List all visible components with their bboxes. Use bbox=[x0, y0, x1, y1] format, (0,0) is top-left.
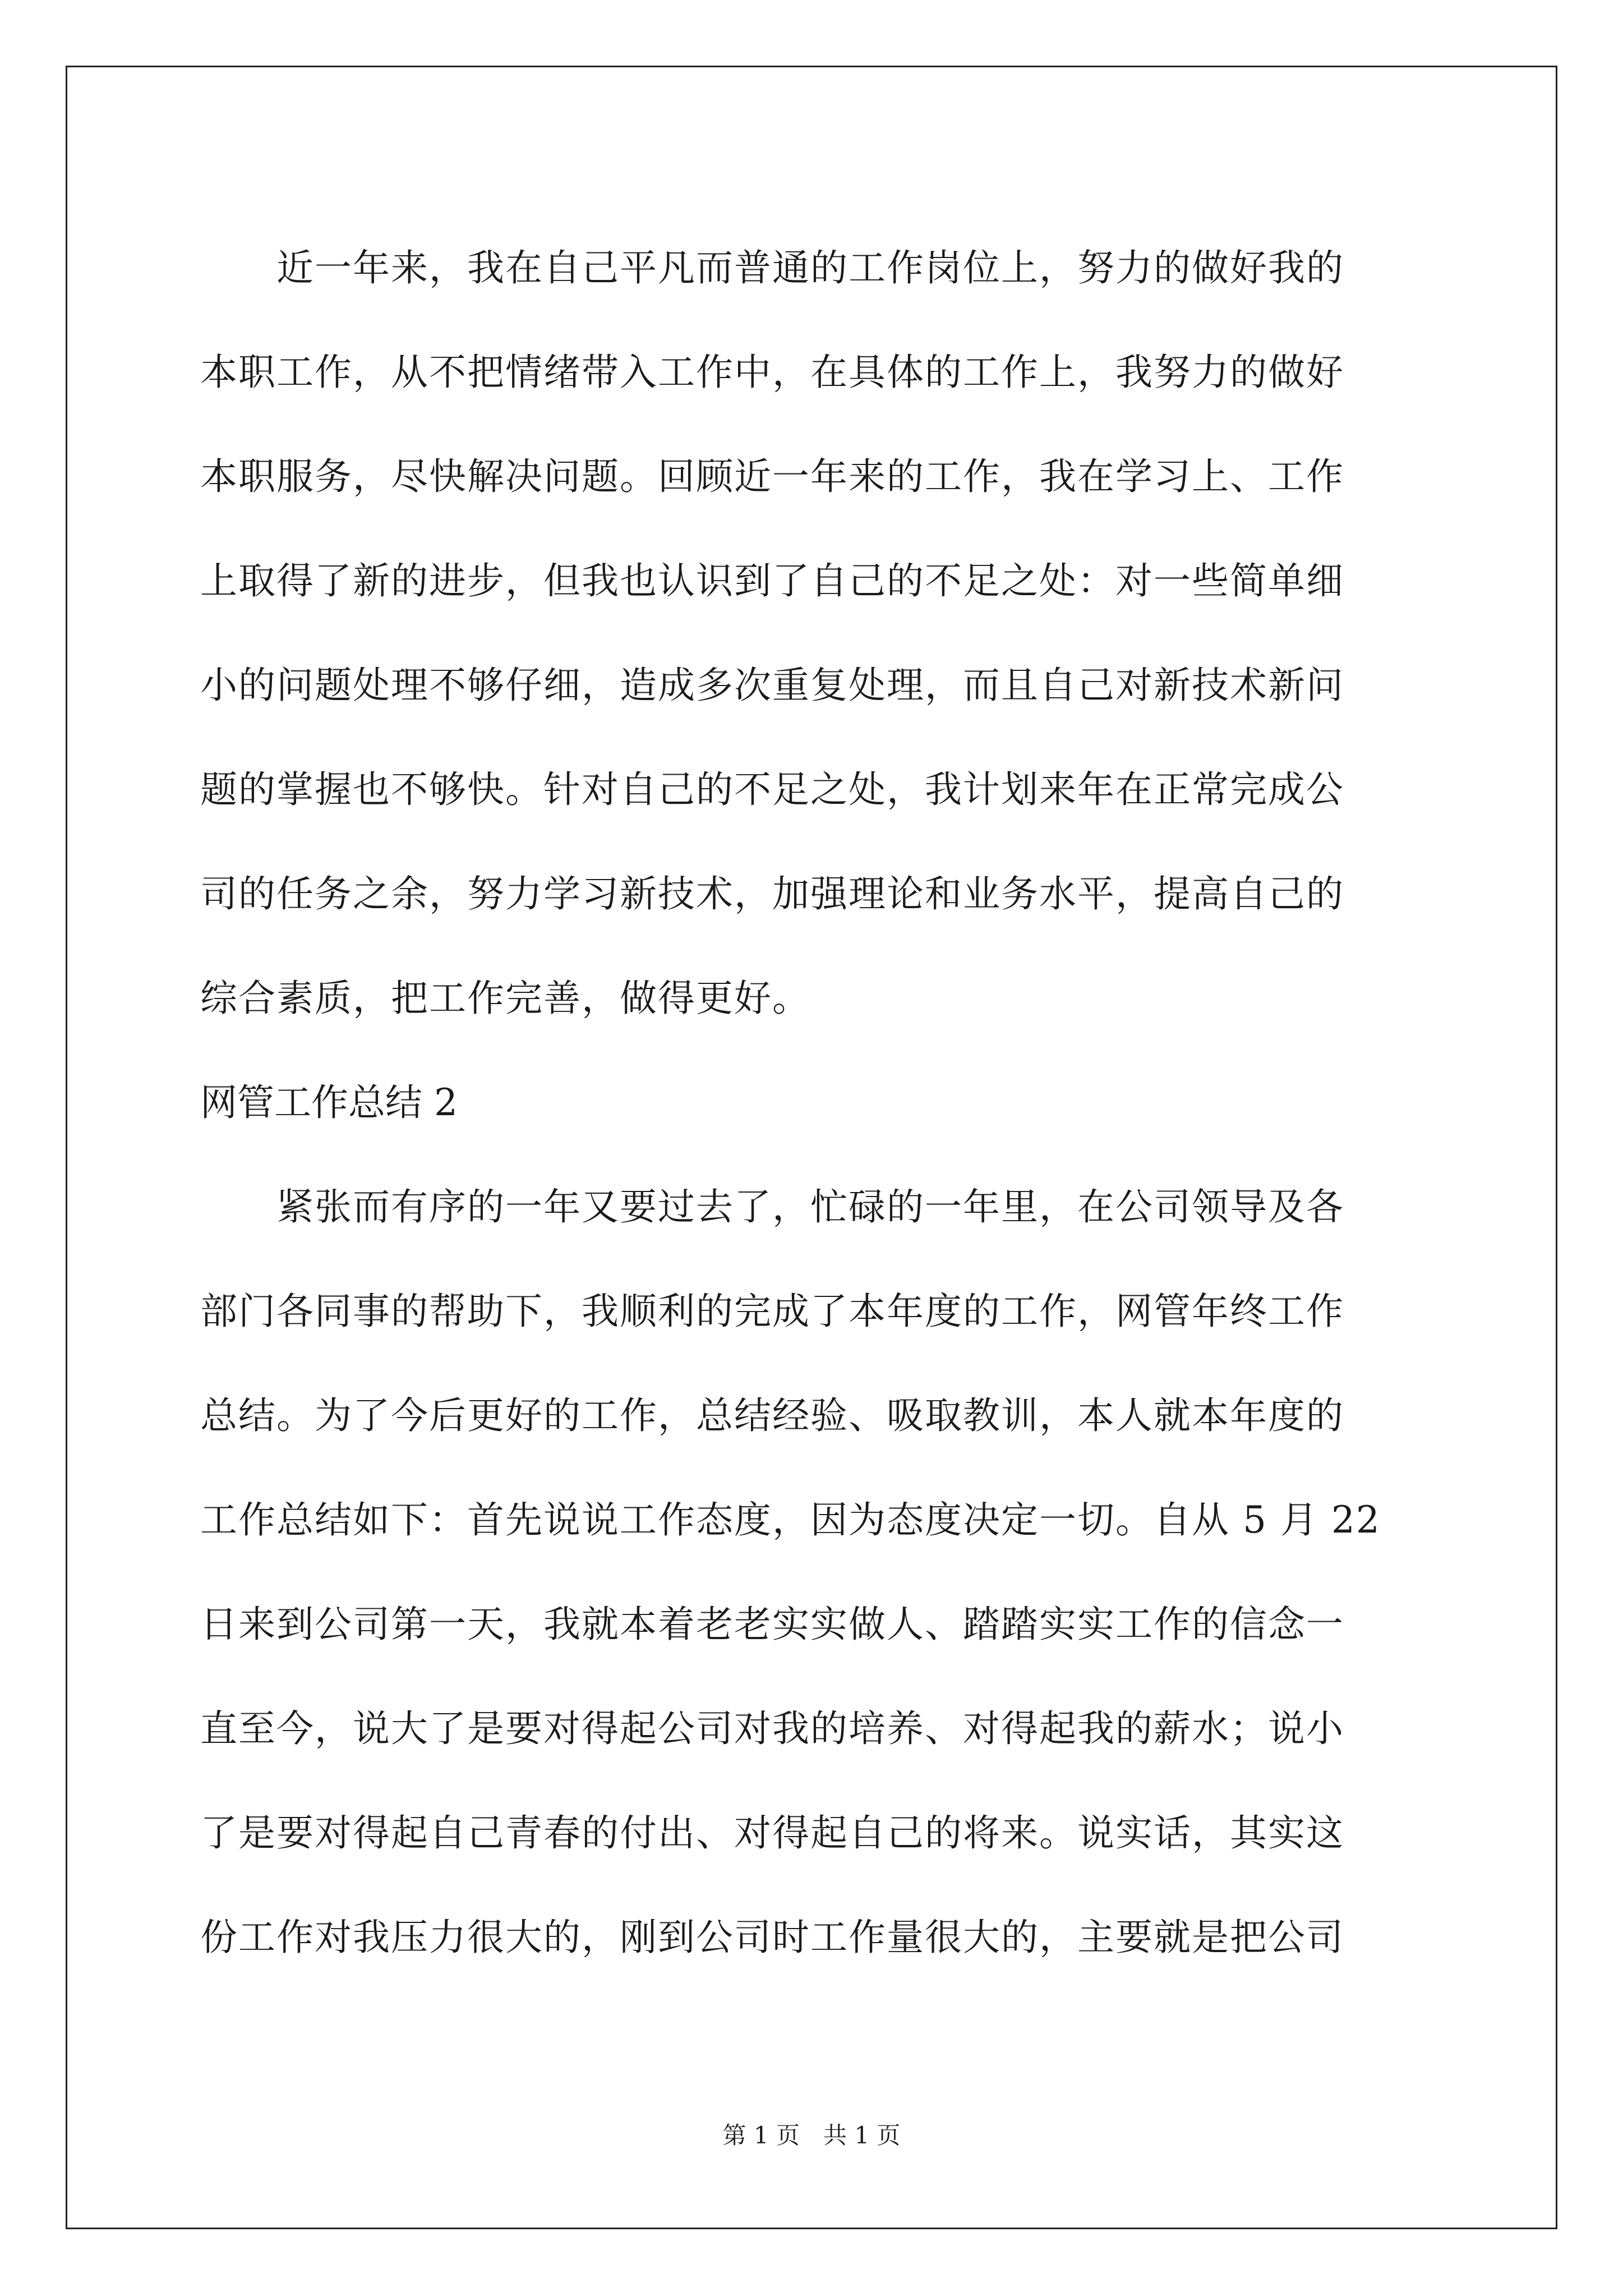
page-footer: 第 1 页 共 1 页 bbox=[722, 2122, 901, 2149]
text-line: 综合素质，把工作完善，做得更好。 bbox=[200, 977, 810, 1020]
paragraph-2 bbox=[200, 1155, 1434, 1990]
text-line: 了是要对得起自己青春的付出、对得起自己的将来。说实话，其实这 bbox=[200, 1811, 1344, 1855]
text-line: 题的掌握也不够快。针对自己的不足之处，我计划来年在正常完成公 bbox=[200, 768, 1344, 811]
text-line: 工作总结如下：首先说说工作态度，因为态度决定一切。自从 5 月 22 bbox=[200, 1498, 1381, 1542]
text-line: 上取得了新的进步，但我也认识到了自己的不足之处：对一些简单细 bbox=[200, 559, 1344, 602]
text-line: 直至今，说大了是要对得起公司对我的培养、对得起我的薪水；说小 bbox=[200, 1707, 1344, 1750]
text-line: 本职工作，从不把情绪带入工作中，在具体的工作上，我努力的做好 bbox=[200, 351, 1344, 394]
text-line: 小的问题处理不够仔细，造成多次重复处理，而且自己对新技术新问 bbox=[200, 664, 1344, 707]
section-heading: 网管工作总结 2 bbox=[200, 1081, 458, 1124]
document-body bbox=[200, 216, 1434, 1990]
text-line: 本职服务，尽快解决问题。回顾近一年来的工作，我在学习上、工作 bbox=[200, 455, 1344, 498]
text-line: 日来到公司第一天，我就本着老老实实做人、踏踏实实工作的信念一 bbox=[200, 1603, 1344, 1646]
text-line: 近一年来，我在自己平凡而普通的工作岗位上，努力的做好我的 bbox=[200, 246, 1344, 289]
text-line: 紧张而有序的一年又要过去了，忙碌的一年里，在公司领导及各 bbox=[200, 1185, 1344, 1228]
text-line: 份工作对我压力很大的，刚到公司时工作量很大的，主要就是把公司 bbox=[200, 1916, 1344, 1959]
paragraph-1 bbox=[200, 216, 1434, 1051]
text-line: 司的任务之余，努力学习新技术，加强理论和业务水平，提高自己的 bbox=[200, 872, 1344, 915]
text-line: 总结。为了今后更好的工作，总结经验、吸取教训，本人就本年度的 bbox=[200, 1394, 1344, 1437]
text-line: 部门各同事的帮助下，我顺利的完成了本年度的工作，网管年终工作 bbox=[200, 1290, 1344, 1333]
